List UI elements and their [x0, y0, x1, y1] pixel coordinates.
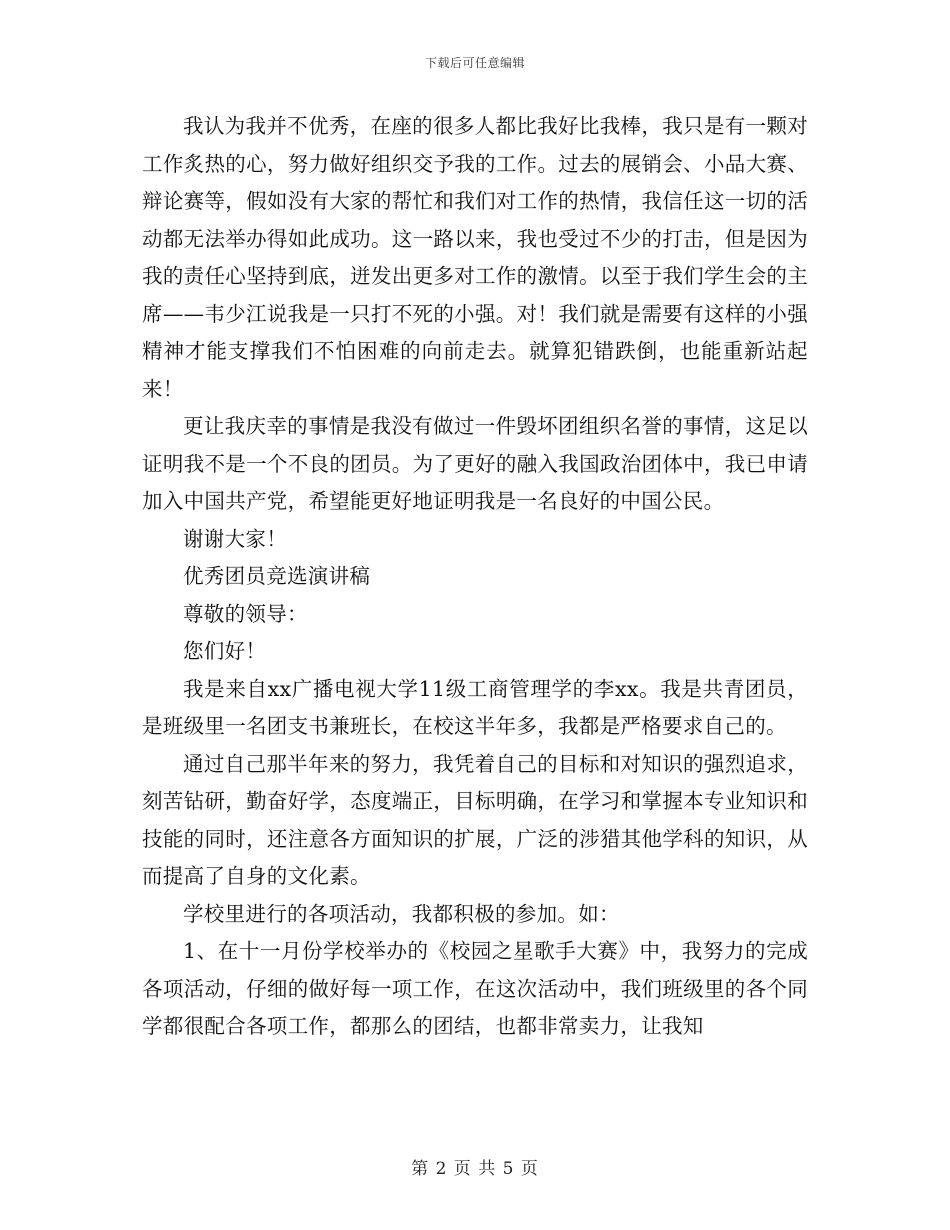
- document-body: [142, 108, 808, 1046]
- paragraph: 我认为我并不优秀，在座的很多人都比我好比我棒，我只是有一颗对工作炙热的心，努力做好组织交予我的工作。过去的展销会、小品大赛、辩论赛等，假如没有大家的帮忙和我们对工作的热情，我信任这一切的活动都无法举办得如此成功。这一路以来，我也受过不少的打击，但是因为我的责任心坚持到底，迸发出更多对工作的激情。以至于我们学生会的主席——韦少江说我是一只打不死的小强。对！我们就是需要有这样的小强精神才能支撑我们不怕困难的向前走去。就算犯错跌倒，也能重新站起来！: [142, 114, 808, 401]
- page-number: 第 2 页 共 5 页: [411, 1159, 539, 1179]
- page-header: 下载后可任意编辑: [424, 56, 525, 70]
- greeting: 您们好！: [183, 639, 267, 663]
- paragraph: 通过自己那半年来的努力，我凭着自己的目标和对知识的强烈追求，刻苦钻研，勤奋好学，态度端正，目标明确，在学习和掌握本专业知识和技能的同时，还注意各方面知识的扩展，广泛的涉猎其他学科的知识，从而提高了自身的文化素。: [142, 751, 808, 888]
- paragraph: 学校里进行的各项活动，我都积极的参加。如：: [183, 901, 620, 926]
- paragraph: 我是来自xx广播电视大学11级工商管理学的李xx。我是共青团员，是班级里一名团支书兼班长，在校这半年多，我都是严格要求自己的。: [142, 676, 808, 738]
- paragraph: 更让我庆幸的事情是我没有做过一件毁坏团组织名誉的事情，这足以证明我不是一个不良的团员。为了更好的融入我国政治团体中，我已申请加入中国共产党，希望能更好地证明我是一名良好的中国公民。: [142, 414, 808, 513]
- closing-thanks: 谢谢大家！: [183, 526, 287, 551]
- speech-title: 优秀团员竞选演讲稿: [183, 564, 371, 588]
- paragraph: 1、在十一月份学校举办的《校园之星歌手大赛》中，我努力的完成各项活动，仔细的做好每一项工作，在这次活动中，我们班级里的各个同学都很配合各项工作，都那么的团结，也都非常卖力，让我知: [142, 939, 808, 1038]
- salutation: 尊敬的领导：: [183, 601, 308, 626]
